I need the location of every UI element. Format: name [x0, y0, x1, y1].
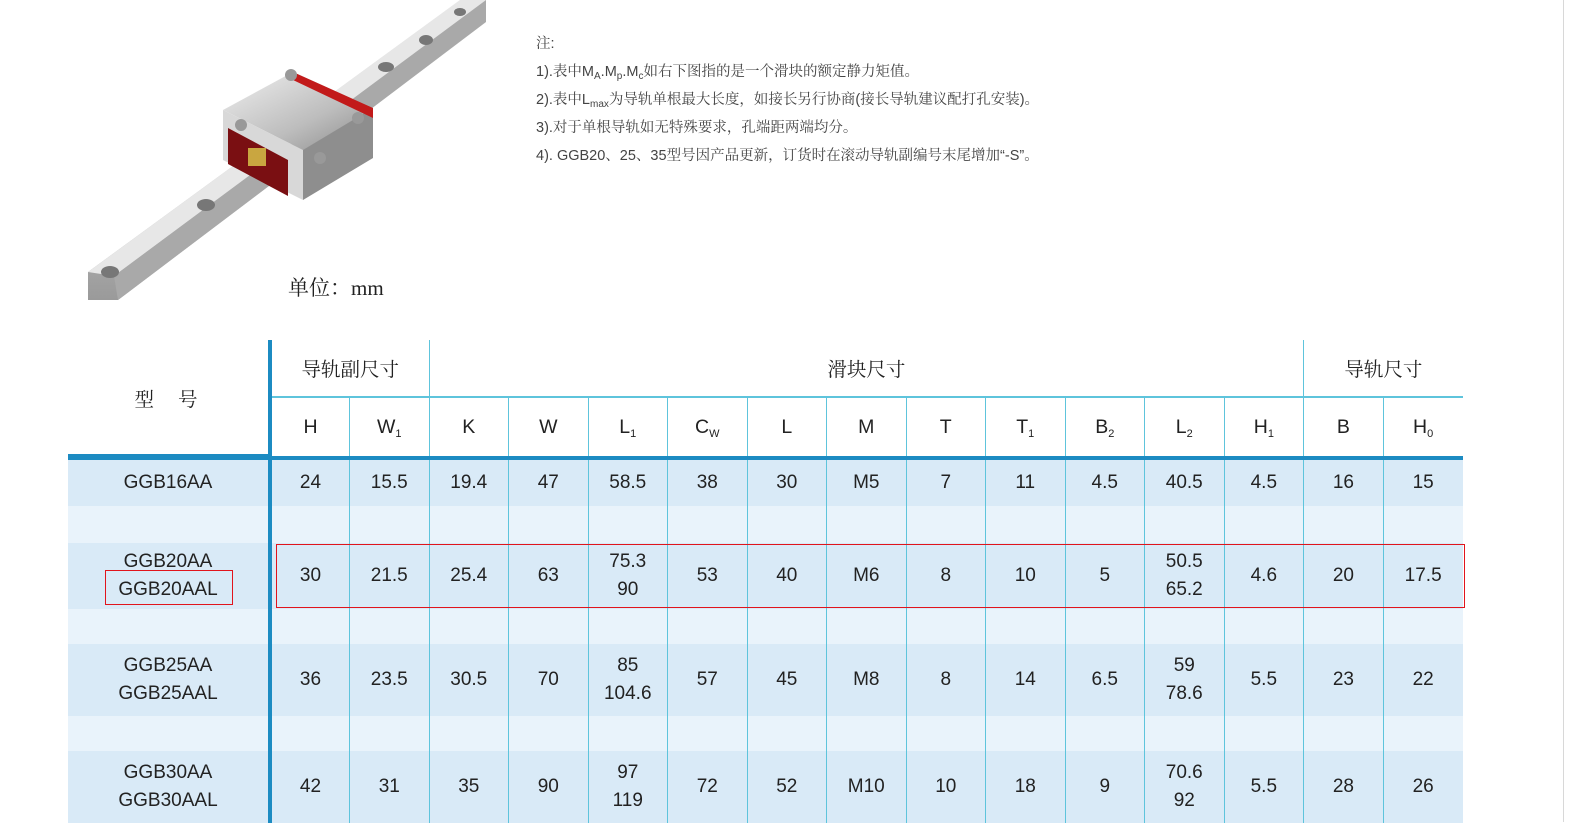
- column-header: $H_1$: [1224, 397, 1304, 458]
- value-cell: 10: [906, 751, 986, 823]
- value-cell: 35: [429, 751, 509, 823]
- value-cell: 8: [906, 543, 986, 609]
- value-cell: 30: [747, 458, 827, 506]
- column-header-row: [68, 397, 1463, 458]
- model-cell: GGB30AA GGB30AAL: [68, 751, 270, 823]
- column-header: H: [270, 397, 350, 458]
- header-rule-left: [68, 454, 270, 458]
- value-cell: 31: [350, 751, 430, 823]
- column-header: K: [429, 397, 509, 458]
- group-header-pair: 导轨副尺寸: [270, 340, 429, 397]
- value-cell: 24: [270, 458, 350, 506]
- table-row: [68, 644, 1463, 716]
- value-cell: M6: [827, 543, 907, 609]
- spec-table: [68, 340, 1463, 823]
- value-cell: 5: [1065, 543, 1145, 609]
- value-cell: 16: [1304, 458, 1384, 506]
- value-cell: 47: [509, 458, 589, 506]
- value-cell: 23.5: [350, 644, 430, 716]
- column-header: $L_1$: [588, 397, 668, 458]
- value-cell: 30: [270, 543, 350, 609]
- linear-guide-product-image: [88, 0, 488, 300]
- value-cell: 75.3 90: [588, 543, 668, 609]
- value-cell: 85 104.6: [588, 644, 668, 716]
- value-cell: 15: [1383, 458, 1463, 506]
- value-cell: 28: [1304, 751, 1384, 823]
- column-header: B: [1304, 397, 1384, 458]
- value-cell: 63: [509, 543, 589, 609]
- value-cell: 17.5: [1383, 543, 1463, 609]
- value-cell: 52: [747, 751, 827, 823]
- note-1: 1).表中$M_A.M_p.M_c$如右下图指的是一个滑块的额定静力矩值。: [536, 64, 919, 82]
- value-cell: 70.6 92: [1145, 751, 1225, 823]
- value-cell: 26: [1383, 751, 1463, 823]
- column-header: W: [509, 397, 589, 458]
- spec-table-body: [68, 458, 1463, 823]
- value-cell: 50.5 65.2: [1145, 543, 1225, 609]
- value-cell: 53: [668, 543, 748, 609]
- spec-table-wrapper: [68, 340, 1462, 823]
- value-cell: 38: [668, 458, 748, 506]
- value-cell: 20: [1304, 543, 1384, 609]
- value-cell: 45: [747, 644, 827, 716]
- value-cell: M5: [827, 458, 907, 506]
- value-cell: 15.5: [350, 458, 430, 506]
- column-header: $B_2$: [1065, 397, 1145, 458]
- value-cell: 40: [747, 543, 827, 609]
- model-cell: GGB25AA GGB25AAL: [68, 644, 270, 716]
- table-row: [68, 543, 1463, 609]
- group-header-block: 滑块尺寸: [429, 340, 1304, 397]
- value-cell: 10: [986, 543, 1066, 609]
- group-header-rail: 导轨尺寸: [1304, 340, 1463, 397]
- table-spacer-row: [68, 506, 1463, 543]
- value-cell: 4.5: [1224, 458, 1304, 506]
- table-spacer-row: [68, 716, 1463, 751]
- column-header: M: [827, 397, 907, 458]
- value-cell: 9: [1065, 751, 1145, 823]
- column-header: $H_0$: [1383, 397, 1463, 458]
- value-cell: 58.5: [588, 458, 668, 506]
- scrollbar[interactable]: [1563, 0, 1573, 822]
- value-cell: 22: [1383, 644, 1463, 716]
- value-cell: 70: [509, 644, 589, 716]
- value-cell: M10: [827, 751, 907, 823]
- notes-title: 注:: [536, 36, 555, 52]
- note-3: 3).对于单根导轨如无特殊要求，孔端距两端均分。: [536, 120, 858, 136]
- column-header: L: [747, 397, 827, 458]
- value-cell: 18: [986, 751, 1066, 823]
- column-header: $L_2$: [1145, 397, 1225, 458]
- value-cell: 7: [906, 458, 986, 506]
- value-cell: 19.4: [429, 458, 509, 506]
- column-header: $W_1$: [350, 397, 430, 458]
- value-cell: 6.5: [1065, 644, 1145, 716]
- note-2: 2).表中$L_{max}$为导轨单根最大长度，如接长另行协商(接长导轨建议配打孔安装)。: [536, 92, 1040, 110]
- value-cell: 59 78.6: [1145, 644, 1225, 716]
- note-4: 4). GGB20、25、35型号因产品更新，订货时在滚动导轨副编号末尾增加“-S”。: [536, 148, 1039, 164]
- notes: [536, 30, 1039, 170]
- model-cell: GGB20AA GGB20AAL: [68, 543, 270, 609]
- value-cell: 97 119: [588, 751, 668, 823]
- value-cell: 23: [1304, 644, 1384, 716]
- value-cell: 14: [986, 644, 1066, 716]
- value-cell: 30.5: [429, 644, 509, 716]
- value-cell: 25.4: [429, 543, 509, 609]
- model-cell: GGB16AA: [68, 458, 270, 506]
- table-row: [68, 751, 1463, 823]
- value-cell: 8: [906, 644, 986, 716]
- column-header: T: [906, 397, 986, 458]
- column-header: $C_W$: [668, 397, 748, 458]
- column-header: $T_1$: [986, 397, 1066, 458]
- value-cell: 11: [986, 458, 1066, 506]
- table-row: [68, 458, 1463, 506]
- value-cell: 5.5: [1224, 644, 1304, 716]
- value-cell: M8: [827, 644, 907, 716]
- value-cell: 21.5: [350, 543, 430, 609]
- value-cell: 5.5: [1224, 751, 1304, 823]
- value-cell: 72: [668, 751, 748, 823]
- unit-label: 单位：mm: [288, 276, 384, 300]
- value-cell: 4.5: [1065, 458, 1145, 506]
- value-cell: 4.6: [1224, 543, 1304, 609]
- table-spacer-row: [68, 609, 1463, 644]
- value-cell: 42: [270, 751, 350, 823]
- value-cell: 57: [668, 644, 748, 716]
- value-cell: 90: [509, 751, 589, 823]
- model-header: 型号: [68, 340, 270, 458]
- value-cell: 36: [270, 644, 350, 716]
- value-cell: 40.5: [1145, 458, 1225, 506]
